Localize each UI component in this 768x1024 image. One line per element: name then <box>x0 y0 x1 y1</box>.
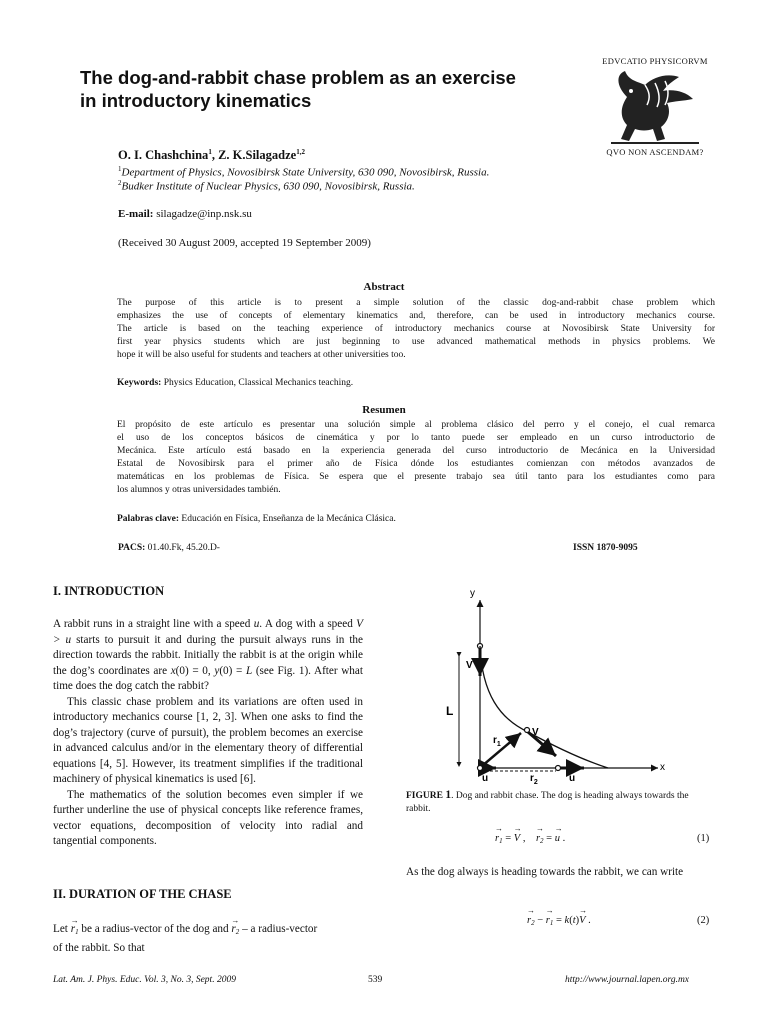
footer-journal: Lat. Am. J. Phys. Educ. Vol. 3, No. 3, Sept. 2009 <box>53 975 236 985</box>
eq2-t: t <box>572 915 576 926</box>
resumen-body <box>117 419 715 497</box>
figure-1-diagram <box>430 584 690 784</box>
intro-heading: I. INTRODUCTION <box>53 584 165 598</box>
author-separator: , <box>211 148 219 163</box>
received-dates: (Received 30 August 2009, accepted 19 September 2009) <box>118 237 371 249</box>
resumen-line: los alumnos y otras universidades también. <box>117 485 281 495</box>
vector-r1-arrow <box>482 733 521 766</box>
eq2-r2: → $r_2$ <box>527 915 535 927</box>
pacs-label: PACS: <box>118 543 146 553</box>
section2-end: – a radius-vector <box>242 923 318 935</box>
label-L: L <box>446 704 454 718</box>
footer-page-number: 539 <box>368 975 383 985</box>
footer-url[interactable]: http://www.journal.lapen.org.mx <box>565 975 690 985</box>
resumen-line: Estatal de Novosibirsk para el primer año de Física dónde los estudiantes comienzan con métodos avanzados de <box>117 459 715 469</box>
label-r2: $r_2$ <box>530 773 538 784</box>
author-2-affiliation: 1,2 <box>296 148 305 156</box>
intro-paragraph-1: A rabbit runs in a straight line with a speed u. A dog with a speed V > u starts to pursuit it and during the pursuit always runs in the direction towards the rabbit. Initially the rabbit is at the origin while the dog’s coordinates are x(0) = 0, y(0) = L (see Fig. 1). After what time does the dog catch the rabbit? <box>53 618 363 692</box>
keywords-line <box>117 378 353 388</box>
affiliation-2-text: Budker Institute of Nuclear Physics, 630 090, Novosibirsk, Russia. <box>121 180 415 193</box>
affiliation-2 <box>118 179 415 193</box>
title-line-1: The dog-and-rabbit chase problem as an exercise <box>80 67 516 88</box>
label-V-mid: V <box>532 727 539 738</box>
griffin-emblem-icon <box>607 67 703 147</box>
abstract-line: hope it will be also useful for students and teachers at other universities too. <box>117 350 406 360</box>
eq1-V: → V <box>514 833 520 844</box>
affiliation-2-number: 2 <box>118 179 122 187</box>
equation-1: → $r_1$ = → V , → $r_2$ = → u . <box>495 833 565 845</box>
abstract-line: first year physics students which are just beginning to use advanced mathematical methods in physics problems. We <box>117 337 715 347</box>
caption-number: 1 <box>445 789 452 801</box>
section2-body <box>53 922 363 956</box>
affiliation-1-number: 1 <box>118 165 122 173</box>
intro-paragraph-2: This classic chase problem and its variations are often used in introductory mechanics course [1, 2, 3]. When one asks to find the dog’s trajectory (curve of pursuit), the problem becomes an exercise in advanced calculus and/or in the elementary theory of differential equations [4, 5]. However, its treatment simplifies if the traditional machinery of physical kinematics is used [6]. <box>53 695 363 785</box>
vector-r2-subscript: 2 <box>235 928 240 936</box>
intro-body <box>53 617 363 850</box>
affiliation-1 <box>118 165 489 179</box>
title-line-2: in introductory kinematics <box>80 90 312 111</box>
vector-r2-symbol: r <box>231 923 236 935</box>
section2-mid: be a radius-vector of the dog and <box>81 923 229 935</box>
abstract-line: The purpose of this article is to present a simple solution of the classic dog-and-rabbit chase problem which <box>117 298 715 308</box>
palabras-line <box>117 514 396 524</box>
pacs-line <box>118 543 220 553</box>
resumen-line: El propósito de este artículo es presentar una solución simple al problema clásico del perro y el conejo, el cual remarca <box>117 420 715 430</box>
label-r1: $r_1$ <box>493 735 501 748</box>
intro-paragraph-3: The mathematics of the solution becomes even simpler if we further underline the use of physical concepts like reference frames, vector equations, decomposition of velocity into radial and tangential components. <box>53 788 363 847</box>
resumen-line: Mecánica. Este artículo está basado en la experiencia generada del curso introductorio de Mecánica en la Universidad <box>117 446 715 456</box>
label-u-origin: u <box>482 773 489 784</box>
email-link[interactable]: silagadze@inp.nsk.su <box>156 208 252 220</box>
resumen-heading: Resumen <box>362 404 406 416</box>
label-u-rabbit: u <box>569 773 576 784</box>
vector-r2 <box>231 922 239 941</box>
palabras-value: Educación en Física, Enseñanza de la Mecánica Clásica. <box>181 514 396 524</box>
vector-r1 <box>71 922 79 941</box>
eq2-V: → V <box>579 915 585 926</box>
pacs-value: 01.40.Fk, 45.20.D- <box>147 543 220 553</box>
section2-let: Let <box>53 923 68 935</box>
right-paragraph: As the dog always is heading towards the rabbit, we can write <box>406 866 684 878</box>
paper-title <box>80 66 580 112</box>
abstract-line: The article is based on the teaching experience of introductory mechanics course at Novosibirsk State University for <box>117 324 715 334</box>
logo-motto-top: EDVCATIO PHYSICORVM <box>602 56 708 66</box>
rabbit-current-point <box>556 766 561 771</box>
section2-heading: II. DURATION OF THE CHASE <box>53 887 232 901</box>
figure-1-caption <box>406 789 715 816</box>
keywords-value: Physics Education, Classical Mechanics teaching. <box>163 378 354 388</box>
equation-1-number: (1) <box>697 833 710 844</box>
equation-2-number: (2) <box>697 915 710 926</box>
abstract-line: emphasizes the use of concepts of elementary kinematics and, therefore, can be used in introductory mechanics course. <box>117 311 715 321</box>
resumen-line: matemáticas en los problemas de Física. Se espera que el presente trabajo sea útil tanto para los estudiantes como para <box>117 472 715 482</box>
issn: ISSN 1870-9095 <box>573 543 638 553</box>
abstract-heading: Abstract <box>363 281 405 293</box>
author-1-affiliation: 1 <box>208 148 212 156</box>
section2-line-2: of the rabbit. So that <box>53 941 145 954</box>
eq2-r1: → $r_1$ <box>546 915 554 927</box>
label-y: y <box>470 588 475 599</box>
caption-text: . Dog and rabbit chase. The dog is heading always towards the rabbit. <box>406 791 689 814</box>
resumen-line: el uso de los conceptos básicos de cinemática y por lo tanto puede ser empleado en un curso introductorio de <box>117 433 715 443</box>
pursuit-curve <box>480 646 608 768</box>
label-V-top: V <box>466 660 473 671</box>
keywords-label: Keywords: <box>117 378 162 388</box>
author-line <box>118 148 305 163</box>
vector-r1-symbol: r <box>70 923 76 935</box>
email-line <box>118 208 252 220</box>
vector-r1-subscript: 1 <box>75 928 79 936</box>
logo-motto-bottom: QVO NON ASCENDAM? <box>606 147 704 157</box>
eq1-r2: → $r_2$ <box>536 833 544 845</box>
palabras-label: Palabras clave: <box>117 514 180 524</box>
email-label: E-mail: <box>118 208 154 220</box>
journal-logo <box>596 56 714 157</box>
affiliation-1-text: Department of Physics, Novosibirsk State University, 630 090, Novosibirsk, Russia. <box>121 166 490 179</box>
eq1-r1: → $r_1$ <box>495 833 503 845</box>
author-2: Z. K.Silagadze <box>218 148 297 163</box>
caption-label: FIGURE <box>406 791 443 801</box>
label-x: x <box>660 762 665 773</box>
eq2-k: k <box>564 915 570 926</box>
author-1: O. I. Chashchina <box>118 148 209 163</box>
origin-point <box>478 766 483 771</box>
eq1-u: → u <box>555 833 560 844</box>
abstract-body <box>117 297 715 362</box>
equation-2: → $r_2$ − → $r_1 = k(t)\to V$ . <box>527 915 591 927</box>
